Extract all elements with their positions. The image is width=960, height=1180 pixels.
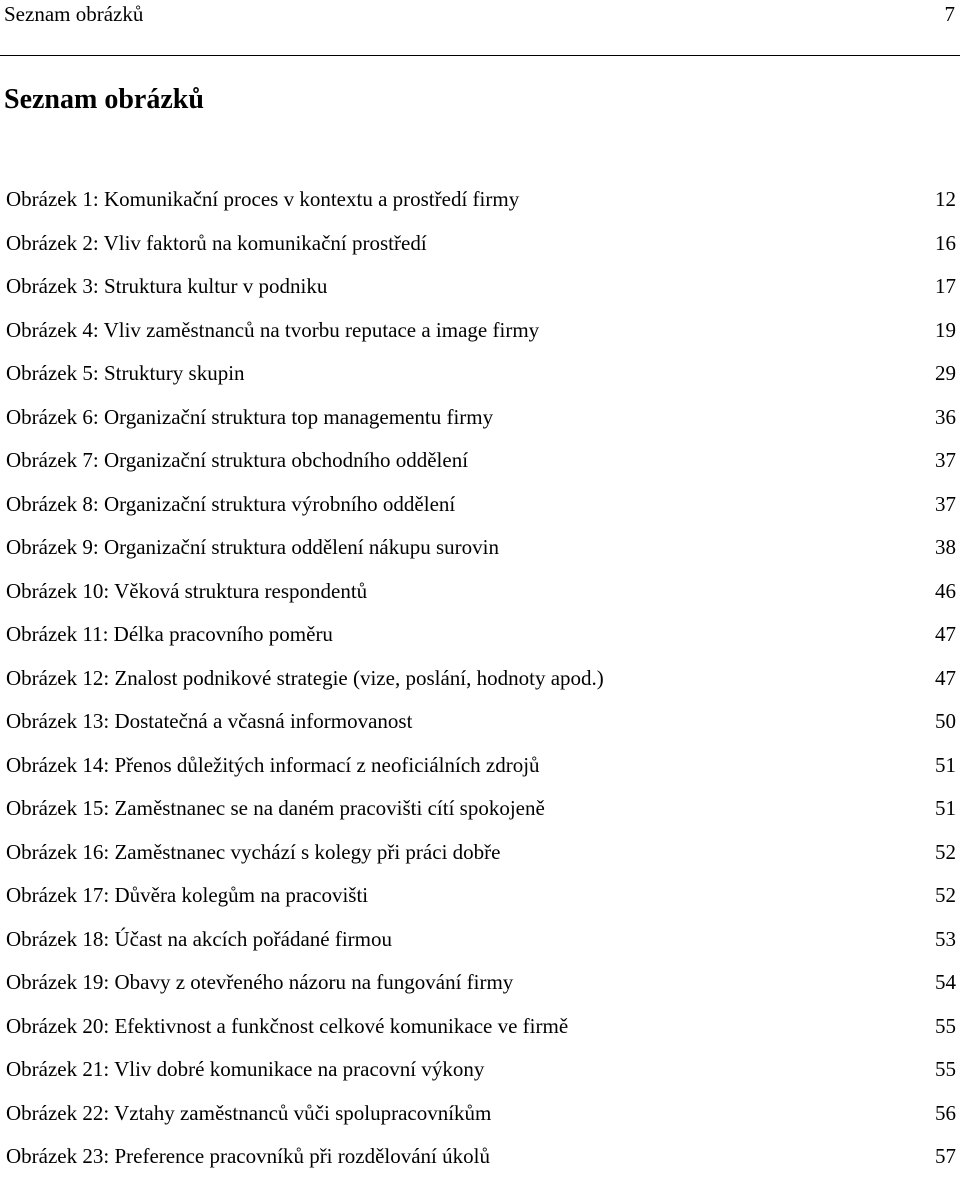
header-divider — [0, 55, 960, 56]
toc-entry-label: Obrázek 22: Vztahy zaměstnanců vůči spolupracovníkům — [6, 1100, 492, 1125]
toc-entry-page-number: 29 — [935, 361, 956, 385]
list-of-figures — [0, 179, 960, 1180]
toc-entry[interactable] — [0, 484, 960, 528]
toc-entry[interactable] — [0, 875, 960, 919]
toc-entry-page-number: 38 — [935, 535, 956, 559]
toc-entry-label: Obrázek 6: Organizační struktura top managementu firmy — [6, 404, 494, 429]
toc-entry-page-number: 51 — [935, 796, 956, 820]
toc-entry-label: Obrázek 14: Přenos důležitých informací z neoficiálních zdrojů — [6, 752, 540, 777]
toc-entry-page-number: 51 — [935, 752, 956, 777]
toc-entry[interactable] — [0, 658, 960, 702]
toc-entry-page-number: 57 — [935, 1144, 956, 1168]
toc-entry-page-number: 37 — [935, 491, 956, 516]
toc-entry[interactable] — [0, 1093, 960, 1137]
toc-entry-label: Obrázek 4: Vliv zaměstnanců na tvorbu reputace a image firmy — [6, 317, 540, 342]
toc-entry-page-number: 47 — [935, 665, 956, 690]
toc-entry[interactable] — [0, 223, 960, 267]
toc-entry[interactable] — [0, 1136, 960, 1180]
toc-entry-label: Obrázek 11: Délka pracovního poměru — [6, 622, 333, 646]
toc-entry-page-number: 55 — [935, 1013, 956, 1038]
toc-entry-label: Obrázek 7: Organizační struktura obchodního oddělení — [6, 448, 469, 472]
toc-entry-label: Obrázek 1: Komunikační proces v kontextu a prostředí firmy — [6, 187, 520, 211]
toc-entry-label: Obrázek 5: Struktury skupin — [6, 361, 245, 385]
toc-entry-label: Obrázek 12: Znalost podnikové strategie (vize, poslání, hodnoty apod.) — [6, 665, 604, 690]
toc-entry-page-number: 52 — [935, 883, 956, 907]
toc-entry-label: Obrázek 10: Věková struktura respondentů — [6, 578, 368, 603]
toc-entry-page-number: 50 — [935, 709, 956, 733]
toc-entry-page-number: 16 — [935, 230, 956, 255]
toc-entry[interactable] — [0, 962, 960, 1006]
toc-entry-page-number: 52 — [935, 839, 956, 864]
toc-entry[interactable] — [0, 701, 960, 745]
toc-entry-label: Obrázek 16: Zaměstnanec vychází s kolegy při práci dobře — [6, 839, 501, 864]
toc-entry-page-number: 47 — [935, 622, 956, 646]
running-header-page-number: 7 — [944, 2, 955, 26]
toc-entry-label: Obrázek 15: Zaměstnanec se na daném pracovišti cítí spokojeně — [6, 796, 545, 820]
running-header-title: Seznam obrázků — [4, 2, 144, 26]
toc-entry-page-number: 54 — [935, 970, 956, 994]
toc-entry-page-number: 46 — [935, 578, 956, 603]
toc-entry-label: Obrázek 21: Vliv dobré komunikace na pracovní výkony — [6, 1057, 485, 1081]
toc-entry-label: Obrázek 2: Vliv faktorů na komunikační prostředí — [6, 230, 427, 255]
toc-entry[interactable] — [0, 745, 960, 789]
toc-entry[interactable] — [0, 266, 960, 310]
toc-entry[interactable] — [0, 788, 960, 832]
toc-entry[interactable] — [0, 353, 960, 397]
toc-entry[interactable] — [0, 832, 960, 876]
running-header — [0, 0, 960, 30]
toc-entry-label: Obrázek 3: Struktura kultur v podniku — [6, 274, 328, 298]
toc-entry[interactable] — [0, 1049, 960, 1093]
toc-entry[interactable] — [0, 919, 960, 963]
toc-entry-label: Obrázek 13: Dostatečná a včasná informovanost — [6, 709, 413, 733]
toc-entry-page-number: 36 — [935, 404, 956, 429]
toc-entry[interactable] — [0, 1006, 960, 1050]
toc-entry-label: Obrázek 23: Preference pracovníků při rozdělování úkolů — [6, 1144, 490, 1168]
toc-entry[interactable] — [0, 571, 960, 615]
toc-entry-label: Obrázek 9: Organizační struktura oddělení nákupu surovin — [6, 535, 499, 559]
toc-entry-page-number: 12 — [935, 187, 956, 211]
toc-entry-page-number: 17 — [935, 274, 956, 298]
toc-entry-page-number: 56 — [935, 1100, 956, 1125]
toc-entry-label: Obrázek 20: Efektivnost a funkčnost celkové komunikace ve firmě — [6, 1013, 569, 1038]
toc-entry-label: Obrázek 18: Účast na akcích pořádané firmou — [6, 926, 392, 951]
toc-entry-page-number: 19 — [935, 317, 956, 342]
toc-entry-page-number: 55 — [935, 1057, 956, 1081]
toc-entry[interactable] — [0, 179, 960, 223]
toc-entry-page-number: 53 — [935, 926, 956, 951]
toc-entry-page-number: 37 — [935, 448, 956, 472]
section-title: Seznam obrázků — [4, 84, 204, 115]
toc-entry[interactable] — [0, 440, 960, 484]
toc-entry[interactable] — [0, 527, 960, 571]
toc-entry-label: Obrázek 8: Organizační struktura výrobního oddělení — [6, 491, 456, 516]
toc-entry[interactable] — [0, 614, 960, 658]
toc-entry-label: Obrázek 19: Obavy z otevřeného názoru na fungování firmy — [6, 970, 514, 994]
toc-entry-label: Obrázek 17: Důvěra kolegům na pracovišti — [6, 883, 369, 907]
toc-entry[interactable] — [0, 310, 960, 354]
toc-entry[interactable] — [0, 397, 960, 441]
